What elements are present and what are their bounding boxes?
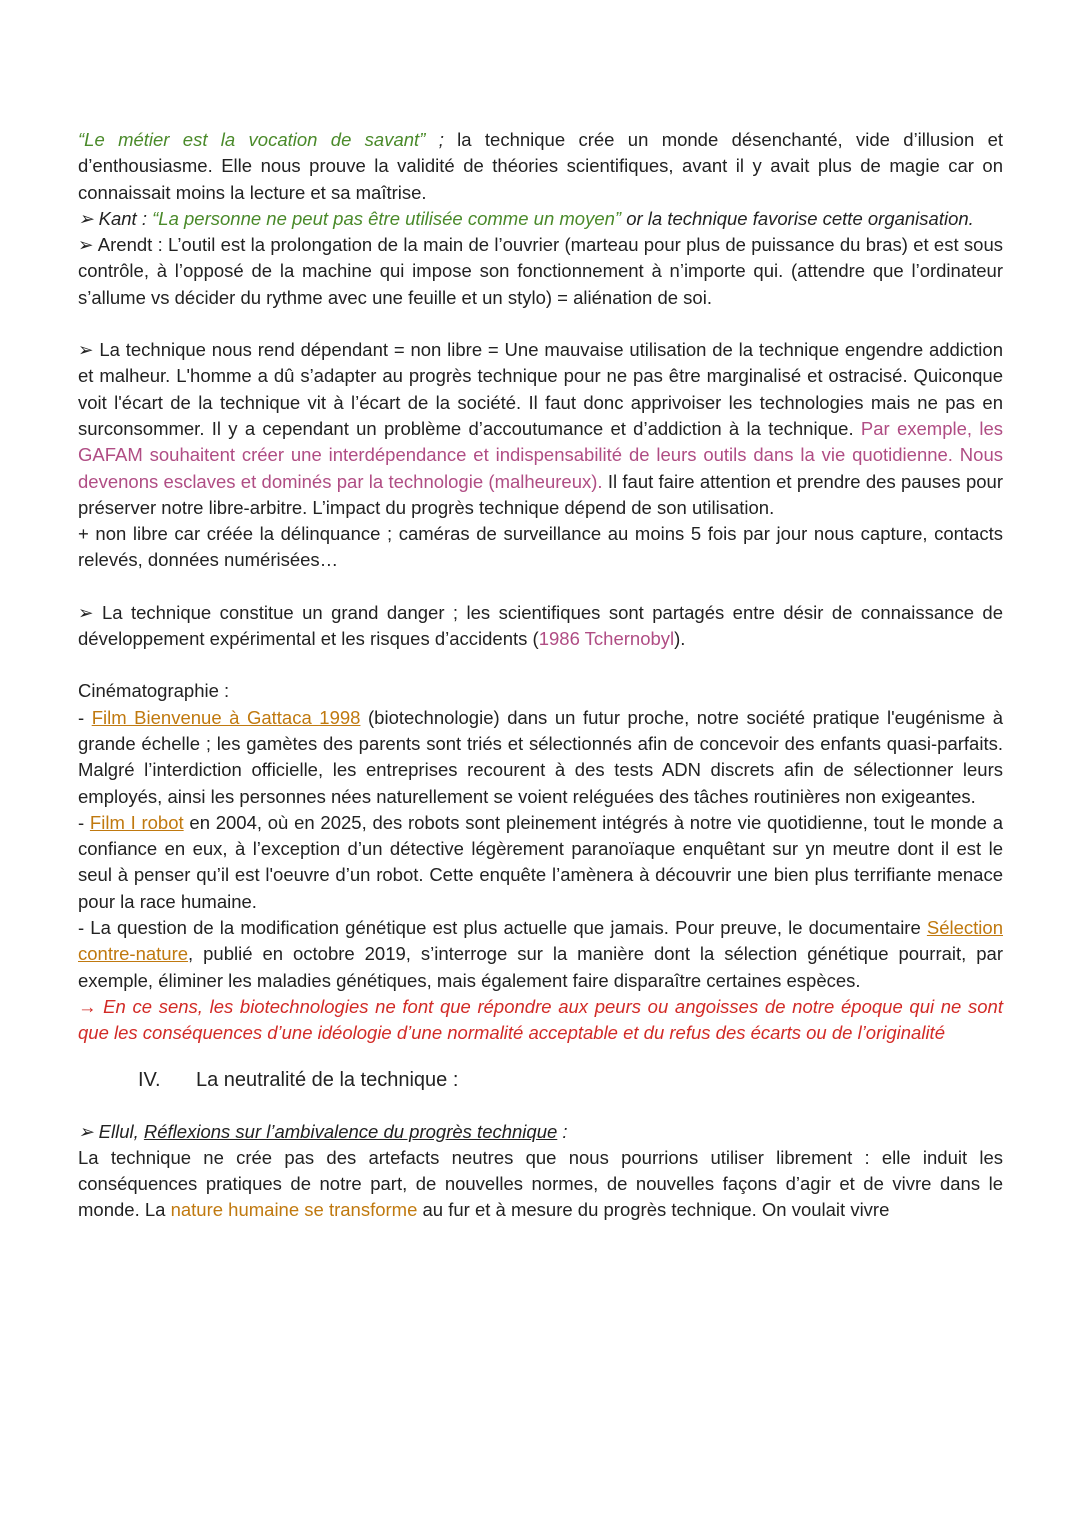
kant-quote: “La personne ne peut pas être utilisée comme un moyen”	[152, 207, 622, 229]
paragraph-text: - La question de la modification génétique est plus actuelle que jamais. Pour preuve, le documentaire	[78, 917, 927, 939]
tchernobyl-note: 1986 Tchernobyl	[538, 628, 675, 650]
section-heading	[78, 1065, 1003, 1095]
film-gattaca-text: (biotechnologie) dans un futur proche, notre société pratique l'eugénisme à grande échelle ; les gamètes des parents sont triés et sélectionnés afin de concevoir des enfants quasi-parfaits. Malgré l’interdiction officielle, les entreprises recourent à des tests ADN discrets afin de sélectionner leurs employés, ainsi les personnes nées naturellement se voient reléguées des tâches routinières non exigeantes.	[78, 706, 1003, 807]
paragraph-arendt: ➢ Arendt : L’outil est la prolongation de la main de l’ouvrier (marteau pour plus de puissance du bras) et est sous contrôle, à l’opposé de la machine qui impose son fonctionnement à n’importe qui. (attendre que l’ordinateur s’allume vs décider du rythme avec une feuille et un stylo) = aliénation de soi.	[78, 234, 1003, 308]
document-page	[78, 127, 1003, 1224]
separator: ;	[425, 129, 458, 150]
nature-humaine: nature humaine se transforme	[170, 1199, 418, 1221]
kant-prefix: ➢ Kant :	[78, 207, 153, 229]
paragraph-danger	[78, 600, 1003, 653]
paragraph-weber	[78, 127, 1003, 206]
film-i-robot	[78, 810, 1003, 915]
ellul-heading	[78, 1119, 1003, 1145]
ellul-prefix: ➢ Ellul,	[78, 1120, 144, 1142]
gafam-example: Par exemple, les GAFAM souhaitent créer une interdépendance et indispensabilité de leurs outils dans la vie quotidienne. Nous devenons esclaves et dominés par la technologie (malheureux).	[78, 417, 1003, 492]
section-title: La neutralité de la technique :	[196, 1068, 459, 1091]
paragraph-text: ➢ La technique nous rend dépendant = non libre = Une mauvaise utilisation de la technique engendre addiction et malheur. L'homme a dû s’adapter au progrès technique pour ne pas être marginalisé et ostracisé. Quiconque voit l'écart de la technique vit à l’écart de la société. Il faut donc apprivoiser les technologies mais ne pas en surconsommer. Il y a cependant un problème d’accoutumance et d’addiction à la technique.	[78, 339, 1003, 439]
paragraph-kant	[78, 206, 1003, 232]
documentaire	[78, 915, 1003, 994]
film-i-robot-text: en 2004, où en 2025, des robots sont pleinement intégrés à notre vie quotidienne, tout le monde a confiance en eux, à l’exception d’un détective légèrement paranoïaque enquêtant sur yn meutre dont il est le seul à penser qu’il est l'oeuvre d’un robot. Cette enquête l’amènera à découvrir une bien plus terrifiante menace pour la race humaine.	[78, 811, 1003, 912]
quote-metier: “Le métier est la vocation de savant”	[78, 129, 426, 150]
section-number: IV.	[138, 1068, 161, 1091]
ellul-book-title: Réflexions sur l’ambivalence du progrès technique	[143, 1120, 558, 1142]
conclusion: → En ce sens, les biotechnologies ne font que répondre aux peurs ou angoisses de notre époque qui ne sont que les conséquences d’une idéologie d’une normalité acceptable et du refus des écarts ou de l’originalité	[78, 995, 1003, 1044]
paragraph-text: La technique ne crée pas des artefacts neutres que nous pourrions utiliser librement : elle induit les conséquences pratiques de notre part, de nouvelles normes, de nouvelles façons d’agir et de vivre dans le monde. La	[78, 1146, 1003, 1221]
paragraph-dependance	[78, 337, 1003, 521]
paragraph-ellul	[78, 1145, 1003, 1224]
kant-rest: or la technique favorise cette organisation.	[621, 207, 974, 229]
paragraph-text: ➢ La technique constitue un grand danger ; les scientifiques sont partagés entre désir de connaissance de développement expérimental et les risques d’accidents (	[78, 601, 1003, 650]
paragraph-text: la technique crée un monde désenchanté, vide d’illusion et d’enthousiasme. Elle nous prouve la validité de théories scientifiques, avant il y avait plus de magie car on connaissait moins la lecture et sa maîtrise.	[78, 129, 1003, 203]
film-gattaca-link[interactable]: Film Bienvenue à Gattaca 1998	[91, 706, 361, 728]
paragraph-text: au fur et à mesure du progrès technique. On voulait vivre	[417, 1199, 890, 1221]
list-dash: -	[78, 706, 92, 728]
ellul-colon: :	[557, 1120, 568, 1142]
paragraph-non-libre: + non libre car créée la délinquance ; caméras de surveillance au moins 5 fois par jour nous capture, contacts relevés, données numérisées…	[78, 523, 1003, 571]
film-i-robot-link[interactable]: Film I robot	[89, 811, 184, 833]
list-dash: -	[78, 811, 90, 833]
paragraph-text: Il faut faire attention et prendre des pauses pour préserver notre libre-arbitre. L’impact du progrès technique dépend de son utilisation.	[78, 470, 1003, 518]
documentaire-link[interactable]: Sélection contre-nature	[78, 917, 1003, 965]
paragraph-text: , publié en octobre 2019, s’interroge sur la manière dont la sélection génétique pourrait, par exemple, éliminer les maladies génétiques, mais également faire disparaître certaines espèces.	[78, 943, 1003, 991]
cinema-title: Cinématographie :	[78, 680, 230, 702]
paragraph-text: ).	[674, 628, 686, 650]
film-gattaca	[78, 705, 1003, 810]
